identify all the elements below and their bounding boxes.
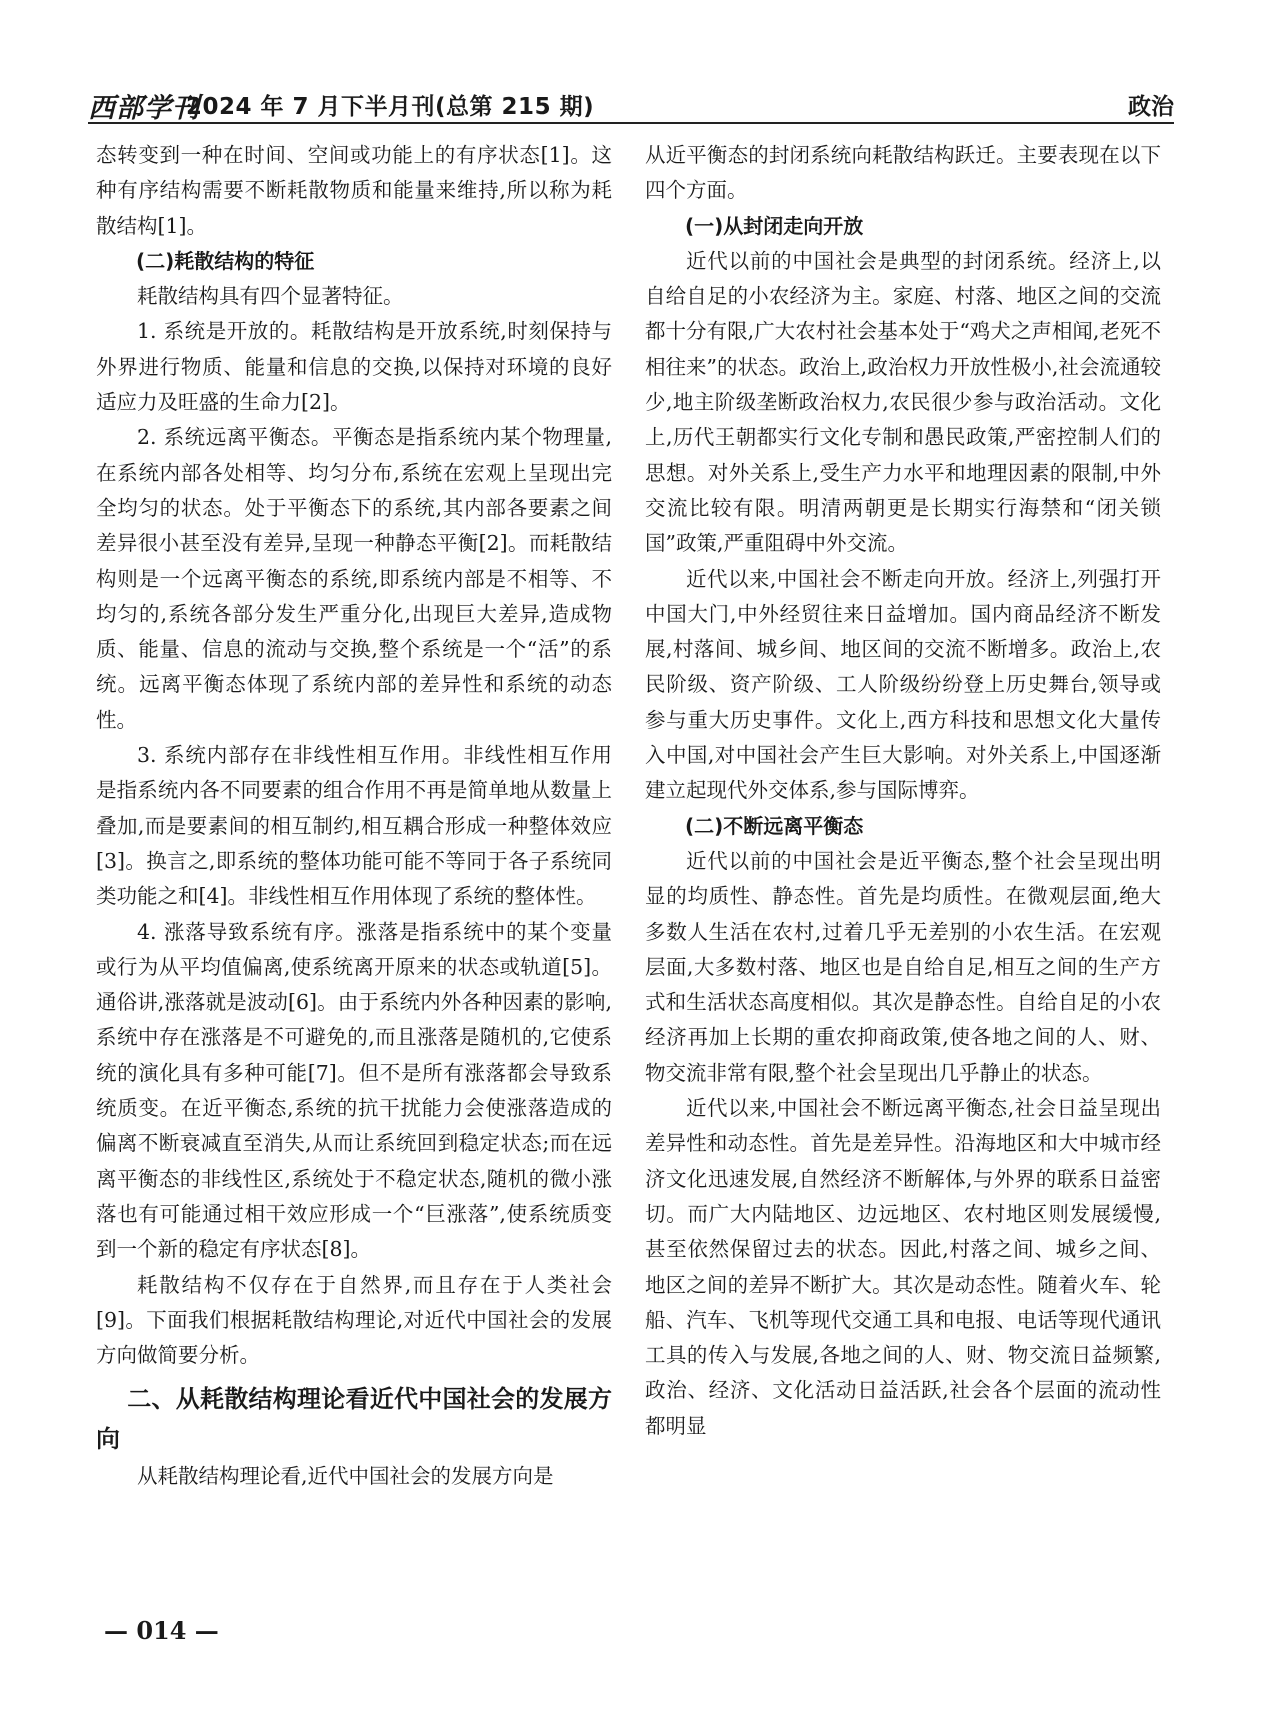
paragraph: 1. 系统是开放的。耗散结构是开放系统,时刻保持与外界进行物质、能量和信息的交换,以保持对环境的良好适应力及旺盛的生命力[2]。 — [96, 319, 612, 415]
paragraph: 近代以前的中国社会是典型的封闭系统。经济上,以自给自足的小农经济为主。家庭、村落、地区之间的交流都十分有限,广大农村社会基本处于“鸡犬之声相闻,老死不相往来”的状态。政治上,政治权力开放性极小,社会流通较少,地主阶级垄断政治权力,农民很少参与政治活动。文化上,历代王朝都实行文化专制和愚民政策,严密控制人们的思想。对外关系上,受生产力水平和地理因素的限制,中外交流比较有限。明清两朝更是长期实行海禁和“闭关锁国”政策,严重阻碍中外交流。 — [645, 248, 1161, 556]
paragraph: 从近平衡态的封闭系统向耗散结构跃迁。主要表现在以下四个方面。 — [645, 143, 1161, 203]
journal-masthead: 西部学刊 — [88, 93, 200, 124]
paragraph: 耗散结构具有四个显著特征。 — [137, 284, 404, 309]
section-label: 政治 — [1128, 94, 1174, 120]
subsection-heading: (二)不断远离平衡态 — [685, 813, 864, 838]
page-header — [88, 78, 1174, 128]
left-column — [96, 138, 612, 1495]
subsection-heading: (二)耗散结构的特征 — [136, 248, 315, 273]
right-column — [645, 138, 1161, 1444]
paragraph: 近代以来,中国社会不断走向开放。经济上,列强打开中国大门,中外经贸往来日益增加。国内商品经济不断发展,村落间、城乡间、地区间的交流不断增多。政治上,农民阶级、资产阶级、工人阶级纷纷登上历史舞台,领导或参与重大历史事件。文化上,西方科技和思想文化大量传入中国,对中国社会产生巨大影响。对外关系上,中国逐渐建立起现代外交体系,参与国际博弈。 — [645, 566, 1161, 803]
header-rule — [88, 122, 1174, 124]
paragraph: 3. 系统内部存在非线性相互作用。非线性相互作用是指系统内各不同要素的组合作用不再是简单地从数量上叠加,而是要素间的相互制约,相互耦合形成一种整体效应[3]。换言之,即系统的整体功能可能不等同于各子系统同类功能之和[4]。非线性相互作用体现了系统的整体性。 — [96, 743, 612, 909]
page-number: — 014 — — [104, 1616, 219, 1645]
paragraph: 态转变到一种在时间、空间或功能上的有序状态[1]。这种有序结构需要不断耗散物质和能量来维持,所以称为耗散结构[1]。 — [96, 143, 612, 238]
paragraph: 近代以前的中国社会是近平衡态,整个社会呈现出明显的均质性、静态性。首先是均质性。在微观层面,绝大多数人生活在农村,过着几乎无差别的小农生活。在宏观层面,大多数村落、地区也是自给自足,相互之间的生产方式和生活状态高度相似。其次是静态性。自给自足的小农经济再加上长期的重农抑商政策,使各地之间的人、财、物交流非常有限,整个社会呈现出几乎静止的状态。 — [645, 848, 1161, 1085]
paragraph: 4. 涨落导致系统有序。涨落是指系统中的某个变量或行为从平均值偏离,使系统离开原来的状态或轨道[5]。通俗讲,涨落就是波动[6]。由于系统内外各种因素的影响,系统中存在涨落是不可避免的,而且涨落是随机的,它使系统的演化具有多种可能[7]。但不是所有涨落都会导致系统质变。在近平衡态,系统的抗干扰能力会使涨落造成的偏离不断衰减直至消失,从而让系统回到稳定状态;而在远离平衡态的非线性区,系统处于不稳定状态,随机的微小涨落也有可能通过相干效应形成一个“巨涨落”,使系统质变到一个新的稳定有序状态[8]。 — [96, 919, 612, 1262]
paragraph: 从耗散结构理论看,近代中国社会的发展方向是 — [137, 1464, 554, 1489]
section-heading: 二、从耗散结构理论看近代中国社会的发展方向 — [96, 1385, 612, 1454]
paragraph: 2. 系统远离平衡态。平衡态是指系统内某个物理量,在系统内部各处相等、均匀分布,系统在宏观上呈现出完全均匀的状态。处于平衡态下的系统,其内部各要素之间差异很小甚至没有差异,呈现一种静态平衡[2]。而耗散结构则是一个远离平衡态的系统,即系统内部是不相等、不均匀的,系统各部分发生严重分化,出现巨大差异,造成物质、能量、信息的流动与交换,整个系统是一个“活”的系统。远离平衡态体现了系统内部的差异性和系统的动态性。 — [96, 425, 612, 732]
paragraph: 近代以来,中国社会不断远离平衡态,社会日益呈现出差异性和动态性。首先是差异性。沿海地区和大中城市经济文化迅速发展,自然经济不断解体,与外界的联系日益密切。而广大内陆地区、边远地区、农村地区则发展缓慢,甚至依然保留过去的状态。因此,村落之间、城乡之间、地区之间的差异不断扩大。其次是动态性。随着火车、轮船、汽车、飞机等现代交通工具和电报、电话等现代通讯工具的传入与发展,各地之间的人、财、物交流日益频繁,政治、经济、文化活动日益活跃,社会各个层面的流动性都明显 — [645, 1096, 1161, 1438]
paragraph: 耗散结构不仅存在于自然界,而且存在于人类社会[9]。下面我们根据耗散结构理论,对近代中国社会的发展方向做简要分析。 — [96, 1272, 612, 1368]
subsection-heading: (一)从封闭走向开放 — [685, 213, 864, 238]
issue-info: 2024 年 7 月下半月刊(总第 215 期) — [186, 94, 595, 120]
